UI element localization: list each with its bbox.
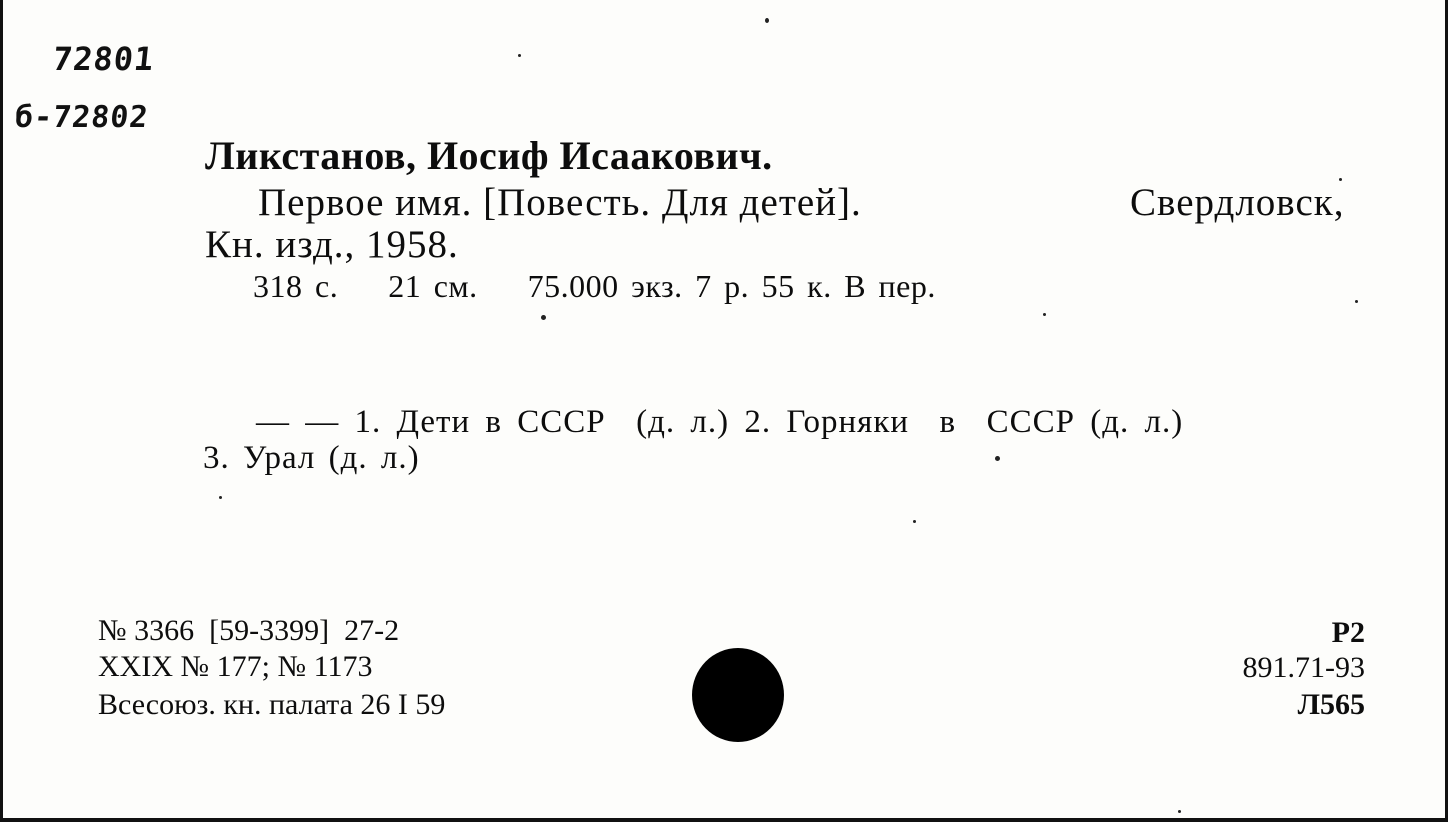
scan-speck: [541, 315, 546, 320]
publication-city: Свердловск,: [1130, 181, 1345, 224]
subject-headings-line-1: — — 1. Дети в СССР (д. л.) 2. Горняки в СССР (д. л.): [256, 404, 1184, 440]
book-chamber-imprint: Всесоюз. кн. палата 26 I 59: [98, 688, 446, 721]
udc-number: 891.71-93: [1242, 651, 1365, 684]
author-heading: Ликстанов, Иосиф Исаакович.: [205, 133, 773, 178]
author-mark: Л565: [1297, 688, 1365, 721]
scan-speck: [913, 520, 916, 523]
scan-speck: [1355, 300, 1358, 303]
scan-speck: [518, 54, 521, 57]
scan-speck: [219, 496, 222, 499]
subject-headings-line-2: 3. Урал (д. л.): [203, 440, 420, 476]
scan-speck: [1178, 810, 1181, 813]
chronicle-number: XXIX № 177; № 1173: [98, 650, 373, 683]
scan-speck: [1043, 313, 1046, 316]
classification-code: Р2: [1331, 616, 1365, 649]
record-number: № 3366 [59-3399] 27-2: [98, 614, 400, 647]
scan-speck: [995, 456, 1000, 461]
scan-speck: [1339, 178, 1342, 181]
physical-description: 318 с. 21 см. 75.000 экз. 7 р. 55 к. В пер.: [253, 268, 936, 304]
scan-speck: [765, 18, 769, 23]
publisher-year: Кн. изд., 1958.: [205, 223, 459, 266]
inventory-number-2: б-72802: [13, 100, 151, 135]
punch-hole: [692, 648, 784, 742]
inventory-number-1: 72801: [51, 40, 157, 78]
title-statement: Первое имя. [Повесть. Для детей].: [258, 181, 862, 224]
